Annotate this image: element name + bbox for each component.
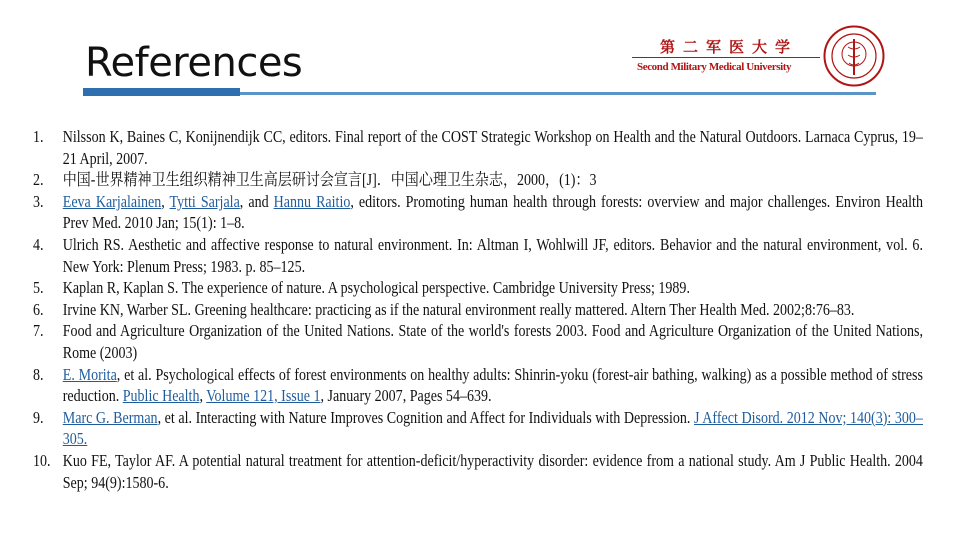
reference-segment: , bbox=[199, 386, 207, 406]
reference-segment: Food and Agriculture Organization of the United Nations. State of the world's forests 2003. Food and Agriculture Organization of the United Nations, Rome (2003) bbox=[62, 321, 923, 362]
reference-item bbox=[33, 407, 923, 450]
reference-segment: , January 2007, Pages 54–639. bbox=[320, 386, 492, 406]
reference-number: 4. bbox=[33, 234, 44, 254]
reference-segment: Kaplan R, Kaplan S. The experience of nature. A psychological perspective. Cambridge University Press; 1989. bbox=[62, 278, 690, 298]
reference-segment: , bbox=[161, 191, 170, 211]
reference-segment: Irvine KN, Warber SL. Greening healthcare: practicing as if the natural environment really mattered. Altern Ther Health Med. 2002;8:76–83. bbox=[62, 299, 855, 319]
university-logo-english: Second Military Medical University bbox=[637, 61, 792, 73]
reference-item bbox=[33, 191, 923, 234]
title-underline-bar bbox=[83, 88, 240, 96]
reference-item bbox=[33, 234, 923, 277]
reference-link[interactable]: Eeva Karjalainen bbox=[62, 191, 162, 211]
university-seal-icon bbox=[823, 25, 885, 87]
reference-link[interactable]: Marc G. Berman bbox=[62, 407, 158, 427]
reference-segment: , editors. Promoting human health through forests: overview and major challenges. Environ Health Prev Med. 2010 Jan; 15(1): 1–8. bbox=[62, 191, 923, 233]
reference-text bbox=[63, 450, 923, 493]
logo-rule bbox=[632, 57, 820, 58]
reference-segment: , and bbox=[239, 191, 274, 211]
reference-number: 6. bbox=[33, 299, 44, 319]
reference-link[interactable]: Hannu Raitio bbox=[273, 191, 351, 211]
reference-item bbox=[33, 126, 923, 169]
reference-link[interactable]: J Affect Disord. 2012 Nov; 140(3): 300–305. bbox=[62, 407, 923, 449]
reference-text bbox=[63, 277, 923, 299]
reference-text bbox=[63, 364, 923, 407]
reference-segment: Ulrich RS. Aesthetic and affective response to natural environment. In: Altman I, Wohlwill JF, editors. Behavior and the natural environment, vol. 6. New York: Plenum Press; 1983. p. 85–125. bbox=[62, 234, 923, 276]
reference-number: 5. bbox=[33, 278, 44, 298]
reference-link[interactable]: Public Health bbox=[122, 386, 200, 406]
reference-number: 3. bbox=[33, 191, 44, 211]
reference-text bbox=[63, 191, 923, 234]
reference-item bbox=[33, 299, 923, 321]
reference-text bbox=[63, 234, 923, 277]
reference-text bbox=[63, 126, 923, 169]
reference-number: 9. bbox=[33, 407, 44, 427]
reference-segment: Kuo FE, Taylor AF. A potential natural treatment for attention-deficit/hyperactivity disorder: evidence from a national study. Am J Public Health. 2004 Sep; 94(9):1580-6. bbox=[62, 450, 923, 492]
reference-segment: , et al. Psychological effects of forest environments on healthy adults: Shinrin-yoku (forest-air bathing, walking) as a possible method of stress reduction. bbox=[62, 364, 923, 406]
reference-number: 1. bbox=[33, 127, 44, 146]
reference-item bbox=[33, 450, 923, 493]
reference-item bbox=[33, 364, 923, 407]
reference-text bbox=[63, 320, 923, 363]
university-logo-chinese: 第二军医大学 bbox=[660, 38, 799, 56]
reference-item bbox=[33, 320, 923, 363]
reference-number: 8. bbox=[33, 364, 44, 384]
reference-text bbox=[63, 407, 923, 450]
reference-number: 10. bbox=[33, 450, 51, 470]
reference-segment: 中国-世界精神卫生组织精神卫生高层研讨会宣言[J]．中国心理卫生杂志，2000，(1)：3 bbox=[62, 170, 597, 190]
reference-segment: Nilsson K, Baines C, Konijnendijk CC, editors. Final report of the COST Strategic Workshop on Health and the Natural Outdoors. Larnaca Cyprus, 19–21 April, 2007. bbox=[62, 127, 923, 168]
reference-list bbox=[33, 126, 923, 493]
header-divider-line bbox=[240, 92, 876, 95]
reference-text bbox=[63, 169, 923, 191]
reference-link[interactable]: E. Morita bbox=[62, 364, 117, 384]
reference-item bbox=[33, 277, 923, 299]
reference-text bbox=[63, 299, 923, 321]
reference-link[interactable]: Volume 121, Issue 1 bbox=[206, 386, 321, 406]
reference-number: 7. bbox=[33, 321, 44, 341]
reference-item bbox=[33, 169, 923, 191]
slide-title: References bbox=[85, 40, 303, 86]
reference-segment: , et al. Interacting with Nature Improves Cognition and Affect for Individuals with Depression. bbox=[157, 407, 695, 427]
reference-link[interactable]: Tytti Sarjala bbox=[169, 191, 240, 211]
reference-number: 2. bbox=[33, 170, 44, 190]
